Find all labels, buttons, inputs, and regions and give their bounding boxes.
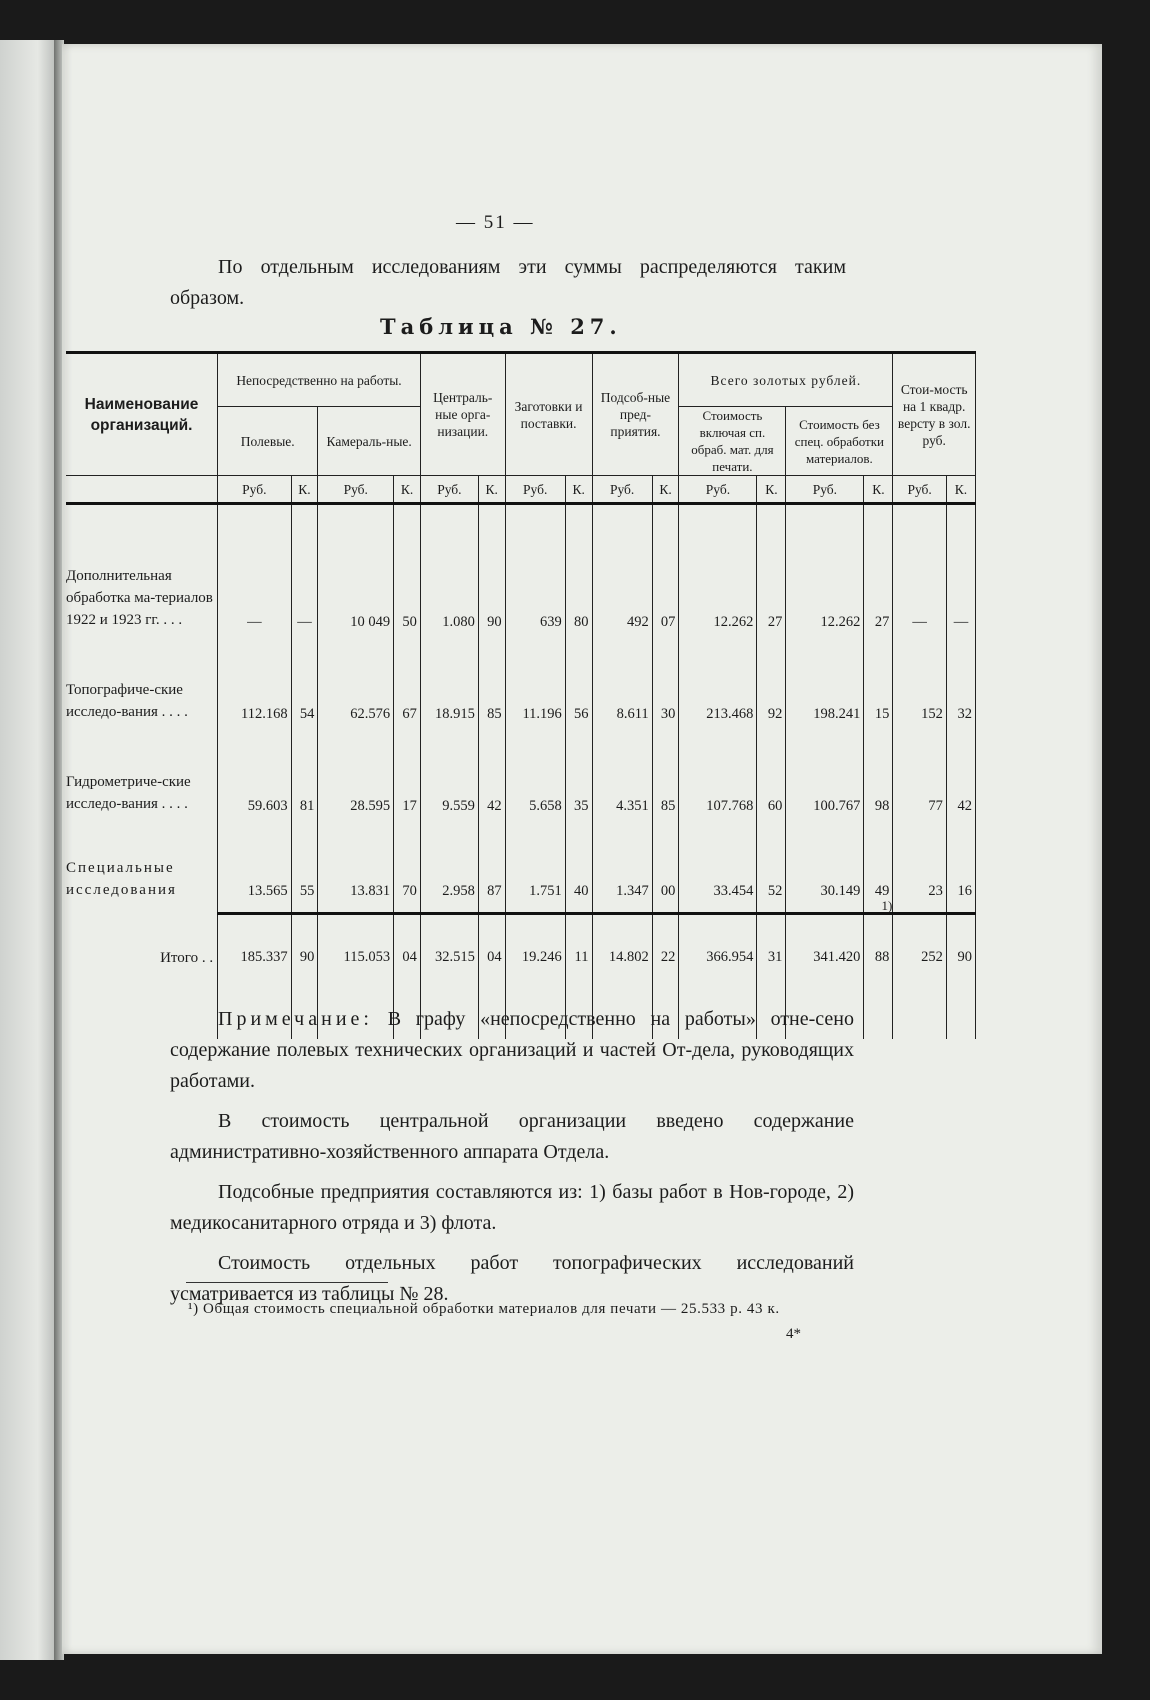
header-org: Наименование организаций. [66, 353, 218, 476]
total-cell: 252 [893, 913, 946, 1039]
total-cell [864, 897, 893, 1039]
unit-rub: Руб. [893, 476, 946, 504]
header-field: Полевые. [218, 407, 318, 476]
table-cell: 18.915 [420, 643, 478, 735]
table-cell: 198.241 [786, 643, 864, 735]
unit-kop: К. [946, 476, 975, 504]
table-cell: 07 [652, 504, 679, 644]
header-aux: Подсоб-ные пред-приятия. [592, 353, 679, 476]
note-paragraph-2: В стоимость центральной организации введено содержание административно-хозяйственного аппарата Отдела. [170, 1110, 854, 1163]
total-cell: 90 [291, 913, 318, 1039]
total-cell-value: 88 [874, 948, 890, 965]
table-cell: 27 [864, 504, 893, 644]
header-central: Централь-ные орга-низации. [420, 353, 505, 476]
note-paragraph-4: Стоимость отдельных работ топографических исследований усматривается из таблицы № 28. [170, 1252, 854, 1305]
row-name: Дополнительная обработка ма-териалов 1922 и 1923 гг. . . . [66, 568, 213, 628]
header-cost-incl: Стоимость включая сп. обраб. мат. для печати. [679, 407, 786, 476]
table-cell: 100.767 [786, 735, 864, 827]
row-name: Специальные исследования [66, 860, 177, 898]
notes [170, 1004, 854, 1319]
header-supplies: Заготовки и поставки. [505, 353, 592, 476]
table-row [66, 827, 976, 913]
table-cell: 42 [478, 735, 505, 827]
unit-kop: К. [478, 476, 505, 504]
row-name: Топографиче-ские исследо-вания . . . . [66, 682, 188, 720]
table-cell: 1.080 [420, 504, 478, 644]
total-label: Итого . . [160, 950, 214, 966]
table-cell: 70 [394, 827, 421, 913]
table-cell: 12.262 [786, 504, 864, 644]
data-table [66, 351, 976, 1039]
header-office: Камераль-ные. [318, 407, 421, 476]
total-cell: 22 [652, 913, 679, 1039]
table-cell: 32 [946, 643, 975, 735]
total-cell: 32.515 [420, 913, 478, 1039]
table-cell: 98 [864, 735, 893, 827]
table-cell: 87 [478, 827, 505, 913]
header-total-gold: Всего золотых рублей. [679, 353, 893, 407]
table-cell: 00 [652, 827, 679, 913]
table-cell: 56 [565, 643, 592, 735]
total-cell: 115.053 [318, 913, 394, 1039]
total-cell: 341.420 [786, 913, 864, 1039]
signature-mark: 4* [786, 1326, 801, 1342]
footnote-marker: 1) [881, 897, 893, 913]
unit-rub: Руб. [786, 476, 864, 504]
table-cell: 80 [565, 504, 592, 644]
header-per-verst: Стои-мость на 1 квадр. версту в зол. руб. [893, 353, 976, 476]
table-27 [66, 351, 976, 1039]
table-cell: 85 [652, 735, 679, 827]
table-cell: 35 [565, 735, 592, 827]
table-cell: 50 [394, 504, 421, 644]
table-cell: 55 [291, 827, 318, 913]
table-cell: 85 [478, 643, 505, 735]
table-cell: 62.576 [318, 643, 394, 735]
table-cell: 90 [478, 504, 505, 644]
table-cell: 12.262 [679, 504, 757, 644]
table-cell: 30.149 [786, 827, 864, 913]
table-title: Таблица № 27. [380, 314, 622, 339]
table-cell: 8.611 [592, 643, 652, 735]
total-cell: 185.337 [218, 913, 292, 1039]
table-cell: — [946, 504, 975, 644]
table-cell: 15 [864, 643, 893, 735]
total-cell: 19.246 [505, 913, 565, 1039]
table-cell: 52 [757, 827, 786, 913]
left-page-edge [0, 40, 56, 1660]
unit-kop: К. [291, 476, 318, 504]
table-cell: — [218, 504, 292, 644]
table-cell: 28.595 [318, 735, 394, 827]
table-cell: 11.196 [505, 643, 565, 735]
unit-rub: Руб. [592, 476, 652, 504]
intro-paragraph: По отдельным исследованиям эти суммы распределяются таким образом. [170, 256, 846, 309]
table-cell: 10 049 [318, 504, 394, 644]
unit-rub: Руб. [318, 476, 394, 504]
total-cell: 11 [565, 913, 592, 1039]
table-cell: 13.831 [318, 827, 394, 913]
table-cell: 92 [757, 643, 786, 735]
unit-kop: К. [565, 476, 592, 504]
table-cell: 1.347 [592, 827, 652, 913]
table-cell: 30 [652, 643, 679, 735]
table-cell: 54 [291, 643, 318, 735]
header-direct: Непосредственно на работы. [218, 353, 421, 407]
table-cell: 60 [757, 735, 786, 827]
note-text: В графу «непосредственно на работы» отне-сено содержание полевых технических организаций и частей От-дела, руководящих работами. [170, 1008, 854, 1092]
table-cell: 59.603 [218, 735, 292, 827]
footnote-rule [186, 1282, 388, 1283]
unit-kop: К. [864, 476, 893, 504]
table-cell: 40 [565, 827, 592, 913]
table-cell: 67 [394, 643, 421, 735]
unit-kop: К. [394, 476, 421, 504]
table-cell: 81 [291, 735, 318, 827]
table-cell: 112.168 [218, 643, 292, 735]
table-cell: 492 [592, 504, 652, 644]
table-cell: 2.958 [420, 827, 478, 913]
table-row [66, 504, 976, 644]
table-cell: 4.351 [592, 735, 652, 827]
table-cell: — [893, 504, 946, 644]
table-cell: 9.559 [420, 735, 478, 827]
table-cell: 42 [946, 735, 975, 827]
unit-kop: К. [757, 476, 786, 504]
total-cell: 04 [478, 913, 505, 1039]
table-cell: 23 [893, 827, 946, 913]
total-cell: 04 [394, 913, 421, 1039]
note-label: Примечание: [218, 1008, 373, 1030]
table-cell: 152 [893, 643, 946, 735]
table-cell: 17 [394, 735, 421, 827]
table-cell: — [291, 504, 318, 644]
table-cell: 77 [893, 735, 946, 827]
note-paragraph [170, 1004, 854, 1097]
table-cell: 33.454 [679, 827, 757, 913]
table-cell: 107.768 [679, 735, 757, 827]
total-cell: 14.802 [592, 913, 652, 1039]
header-cost-excl: Стоимость без спец. обработки материалов. [786, 407, 893, 476]
table-row [66, 643, 976, 735]
note-paragraph-3: Подсобные предприятия составляются из: 1) базы работ в Нов-городе, 2) медикосанитарного отряда и 3) флота. [170, 1181, 854, 1234]
table-cell: 13.565 [218, 827, 292, 913]
unit-kop: К. [652, 476, 679, 504]
table-cell: 16 [946, 827, 975, 913]
header-blank [66, 476, 218, 504]
unit-rub: Руб. [679, 476, 757, 504]
table-cell: 213.468 [679, 643, 757, 735]
unit-rub: Руб. [218, 476, 292, 504]
table-cell: 49 [864, 827, 893, 913]
total-cell: 90 [946, 913, 975, 1039]
unit-rub: Руб. [505, 476, 565, 504]
table-cell: 1.751 [505, 827, 565, 913]
table-cell: 27 [757, 504, 786, 644]
row-name: Гидрометриче-ские исследо-вания . . . . [66, 774, 191, 812]
table-cell: 639 [505, 504, 565, 644]
total-cell: 366.954 [679, 913, 757, 1039]
table-row [66, 735, 976, 827]
page-number: — 51 — [456, 212, 535, 233]
total-cell: 31 [757, 913, 786, 1039]
unit-rub: Руб. [420, 476, 478, 504]
footnote: ¹) Общая стоимость специальной обработки материалов для печати — 25.533 р. 43 к. [188, 1301, 780, 1317]
table-cell: 5.658 [505, 735, 565, 827]
